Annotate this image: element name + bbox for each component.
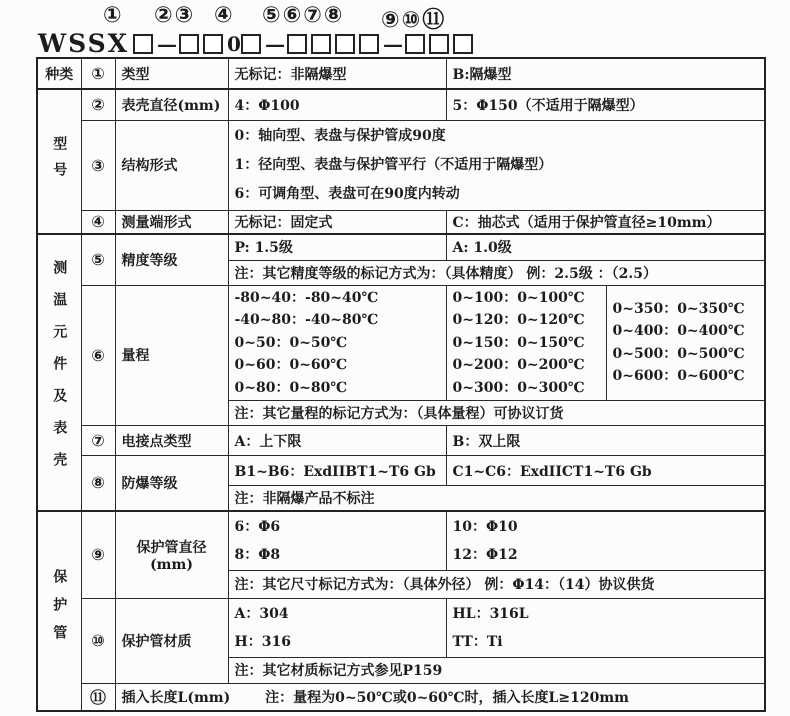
- label-probe-type: 测量端形式: [115, 210, 228, 234]
- marker-group-5-8: ⑤⑥⑦⑧: [262, 3, 345, 28]
- code-box: [287, 34, 307, 54]
- code-zero: 0: [227, 32, 241, 56]
- code-box: [453, 34, 473, 54]
- tube-diameter-options-left: [228, 511, 446, 571]
- category-element: 测温元件及表壳: [37, 234, 81, 511]
- row-marker-10: ⑩: [81, 598, 115, 683]
- marker-group-9-11: ⑨⑩⑪: [381, 8, 447, 33]
- cell-line: 8：Φ8: [234, 546, 281, 563]
- explosion-note: 注：非隔爆产品不标注: [228, 486, 765, 511]
- cell-line: 0~500：0~500℃: [612, 345, 745, 362]
- cell-line: -80~40：-80~40℃: [234, 289, 379, 306]
- cell-line: 6：可调角型、表盘可在90度内转动: [234, 185, 460, 202]
- cell-line: 0~400：0~400℃: [612, 323, 745, 340]
- cell-line: 0~150：0~150℃: [452, 334, 585, 351]
- label-structure: 结构形式: [115, 120, 228, 210]
- type-option-unmarked: 无标记：非隔爆型: [228, 58, 446, 89]
- case-diameter-option-5: 5：Φ150（不适用于隔爆型）: [446, 89, 765, 120]
- code-box: [241, 34, 261, 54]
- code-box: [311, 34, 331, 54]
- model-prefix: WSSX: [38, 29, 130, 58]
- code-dash: —: [157, 32, 178, 56]
- code-box: [203, 34, 223, 54]
- marker-row: [0, 3, 790, 33]
- cell-line: 0~600：0~600℃: [612, 368, 745, 385]
- label-type: 类型: [115, 58, 228, 89]
- spec-table: [36, 57, 766, 712]
- code-box: [405, 34, 425, 54]
- row-marker-1: ①: [81, 58, 115, 89]
- insert-length-label: 插入长度L(mm): [121, 689, 231, 706]
- probe-option-c: C：抽芯式（适用于保护管直径≥10mm）: [446, 210, 765, 234]
- tube-material-options-right: [446, 598, 765, 657]
- row-marker-7: ⑦: [81, 426, 115, 456]
- label-tube-diameter: [115, 511, 228, 599]
- label-range: 量程: [115, 285, 228, 426]
- cell-line: 0~60：0~60℃: [234, 357, 348, 373]
- cell-line: 保护管直径: [136, 539, 207, 556]
- label-explosion-rating: 防爆等级: [115, 456, 228, 511]
- code-box: [429, 34, 449, 54]
- code-dash: —: [383, 32, 404, 56]
- cell-line: TT：Ti: [452, 633, 503, 650]
- explosion-option-b: B1~B6：ExdIIBT1~T6 Gb: [228, 456, 446, 486]
- tube-diameter-options-right: [446, 511, 765, 571]
- contact-option-b: B：双上限: [446, 426, 765, 456]
- category-tube: 保护管: [37, 511, 81, 712]
- category-model: 型号: [37, 89, 81, 234]
- row-marker-3: ③: [81, 120, 115, 210]
- label-case-diameter: 表壳直径(mm): [115, 89, 228, 120]
- accuracy-option-p: P: 1.5级: [228, 234, 446, 260]
- cell-line: 0~300：0~300℃: [452, 379, 585, 396]
- marker-group-2-3: ②③: [154, 3, 196, 28]
- type-option-b: B:隔爆型: [446, 58, 765, 89]
- code-dash: —: [265, 32, 286, 56]
- code-box: [335, 34, 355, 54]
- tube-material-options-left: [228, 598, 446, 657]
- label-tube-material: 保护管材质: [115, 598, 228, 683]
- insert-length-note: 注：量程为0~50℃或0~60℃时，插入长度L≥120mm: [265, 689, 629, 706]
- range-column-1: [228, 285, 446, 401]
- cell-line: 0~120：0~120℃: [452, 312, 585, 328]
- code-box: [359, 34, 379, 54]
- cell-line: 0~200：0~200℃: [452, 357, 585, 373]
- cell-line: (mm): [150, 556, 193, 573]
- accuracy-note: 注：其它精度等级的标记方式为：（具体精度） 例：2.5级 ：（2.5）: [228, 260, 765, 285]
- cell-line: HL：316L: [452, 605, 529, 622]
- probe-option-unmarked: 无标记：固定式: [228, 210, 446, 234]
- explosion-option-c: C1~C6：ExdIICT1~T6 Gb: [446, 456, 765, 486]
- range-note: 注：其它量程的标记方式为：（具体量程）可协议订货: [228, 401, 765, 426]
- row-marker-2: ②: [81, 89, 115, 120]
- accuracy-option-a: A: 1.0级: [446, 234, 765, 260]
- cell-line: 0~100：0~100℃: [452, 289, 585, 306]
- marker-group-1: ①: [103, 3, 124, 28]
- row-marker-4: ④: [81, 210, 115, 234]
- label-accuracy: 精度等级: [115, 234, 228, 285]
- cell-line: -40~80：-40~80℃: [234, 312, 379, 328]
- contact-option-a: A：上下限: [228, 426, 446, 456]
- category-kind: 种类: [37, 58, 81, 89]
- row-marker-6: ⑥: [81, 285, 115, 426]
- cell-line: 10：Φ10: [452, 518, 518, 535]
- label-contact-type: 电接点类型: [115, 426, 228, 456]
- cell-line: A：304: [234, 605, 289, 622]
- case-diameter-option-4: 4：Φ100: [228, 89, 446, 120]
- marker-group-4: ④: [214, 3, 235, 28]
- cell-line: 1：径向型、表盘与保护管平行（不适用于隔爆型）: [234, 156, 553, 173]
- model-code-line: [38, 31, 473, 57]
- tube-diameter-note: 注：其它尺寸标记方式为：（具体外径） 例：Φ14：（14）协议供货: [228, 570, 765, 598]
- cell-line: H：316: [234, 633, 291, 650]
- code-box: [133, 34, 153, 54]
- cell-line: 6：Φ6: [234, 518, 281, 535]
- row-marker-8: ⑧: [81, 456, 115, 511]
- cell-line: 12：Φ12: [452, 546, 518, 563]
- tube-material-note: 注：其它材质标记方式参见P159: [228, 657, 765, 683]
- cell-line: 0~80：0~80℃: [234, 379, 348, 396]
- insert-length-cell: [115, 683, 765, 711]
- range-column-2: [446, 285, 606, 401]
- row-marker-11: ⑪: [81, 683, 115, 711]
- structure-options: [228, 120, 765, 210]
- row-marker-5: ⑤: [81, 234, 115, 285]
- cell-line: 0~350：0~350℃: [612, 300, 745, 317]
- row-marker-9: ⑨: [81, 511, 115, 599]
- cell-line: 0：轴向型、表盘与保护管成90度: [234, 127, 446, 144]
- code-box: [179, 34, 199, 54]
- cell-line: 0~50：0~50℃: [234, 334, 348, 351]
- range-column-3: [606, 285, 765, 401]
